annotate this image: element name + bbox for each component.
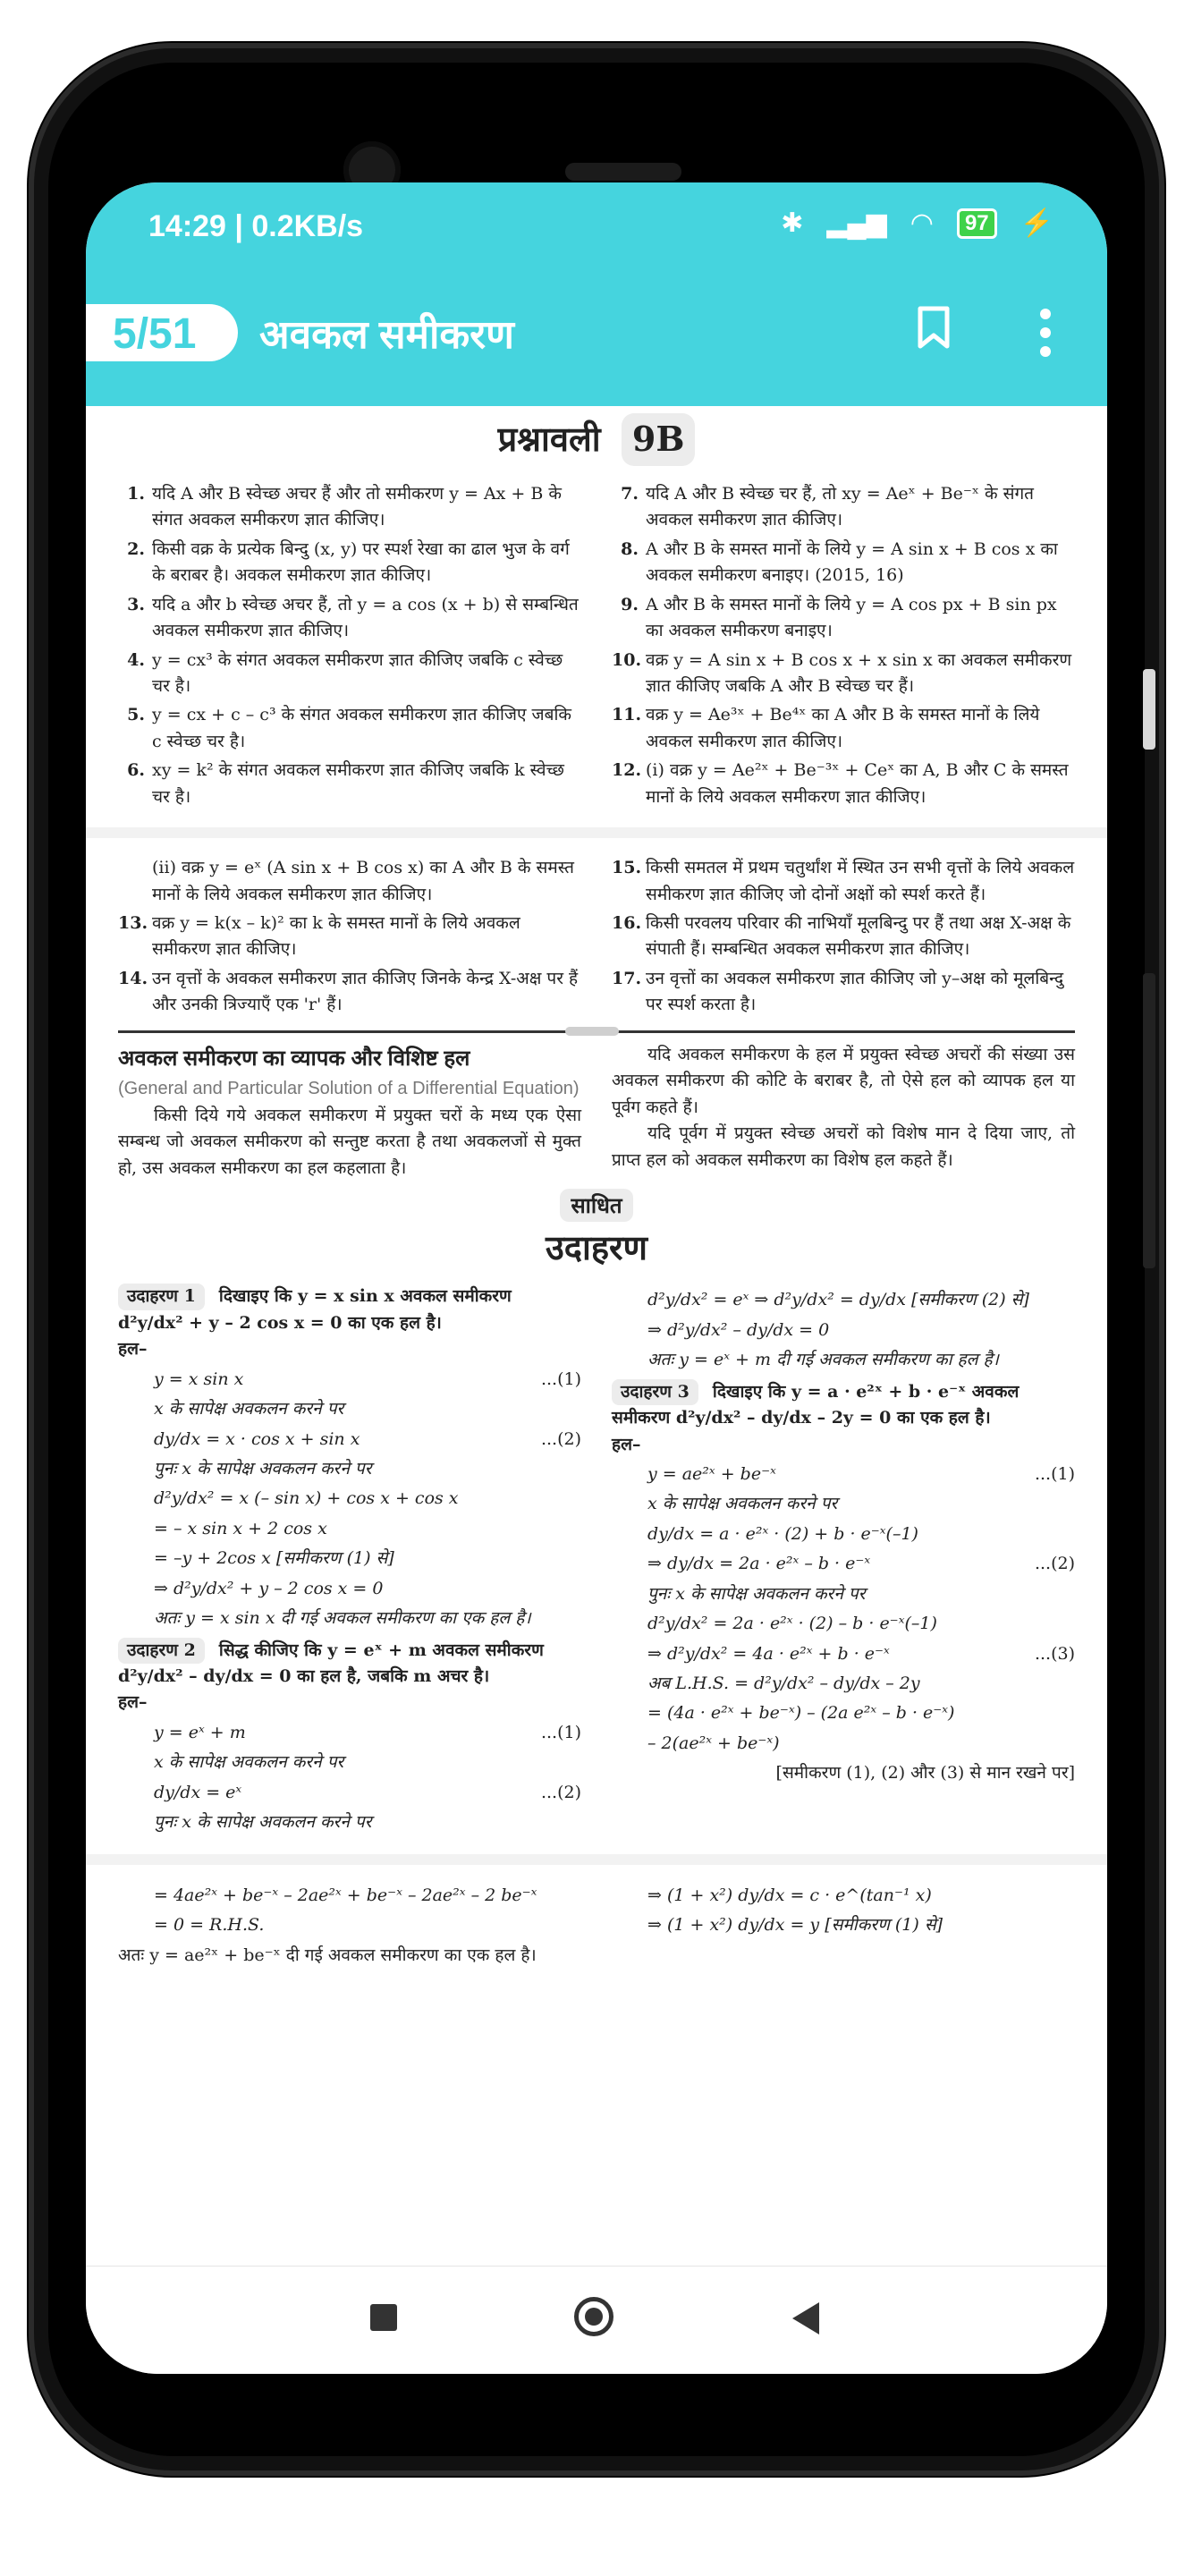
volume-button — [1143, 973, 1155, 1268]
general-solution-left — [118, 1042, 581, 1182]
questions-right-col — [612, 479, 1075, 813]
question-item: 9. A और B के समस्त मानों के लिये y = A cos px + B sin px का अवकल समीकरण बनाइए। — [621, 594, 1057, 641]
recent-apps-icon[interactable] — [370, 2304, 397, 2331]
equation-line: ⇒ (1 + x²) dy/dx = c · e^(tan⁻¹ x) — [647, 1885, 932, 1905]
equation-line: y = ae²ˣ + be⁻ˣ ...(1) — [647, 1463, 1075, 1484]
examples-heading — [118, 1189, 1075, 1275]
questions-right-col-2 — [612, 852, 1075, 1021]
question-item: 7. यदि A और B स्वेच्छ चर हैं, तो xy = Aeˣ + Be⁻ˣ के संगत अवकल समीकरण ज्ञात कीजिए। — [621, 483, 1035, 530]
power-button — [1143, 669, 1155, 750]
scroll-handle[interactable] — [565, 1027, 619, 1036]
page-break — [86, 1854, 1107, 1865]
next-page-strip — [118, 1879, 1075, 1969]
example-label: उदाहरण 3 — [612, 1379, 698, 1405]
question-item: (ii) वक्र y = eˣ (A sin x + B cos x) का A और B के समस्त मानों के लिये अवकल समीकरण ज्ञात कीजिए। — [152, 858, 574, 904]
page-break — [86, 827, 1107, 838]
equation-line: ⇒ d²y/dx² = 4a · e²ˣ + b · e⁻ˣ ...(3) — [647, 1643, 1075, 1664]
equation-line: पुनः x के सापेक्ष अवकलन करने पर — [154, 1458, 372, 1479]
bookmark-icon[interactable] — [918, 306, 950, 349]
exercise-title — [118, 413, 1075, 466]
page-content[interactable] — [118, 406, 1075, 1969]
screen — [86, 182, 1107, 2374]
question-item: 11. वक्र y = Ae³ˣ + Be⁴ˣ का A और B के समस्त मानों के लिये अवकल समीकरण ज्ञात कीजिए। — [612, 705, 1040, 751]
app-header — [86, 182, 1107, 406]
question-item: 13. वक्र y = k(x – k)² का k के समस्त मानों के लिये अवकल समीकरण ज्ञात कीजिए। — [118, 913, 520, 960]
equation-line: पुनः x के सापेक्ष अवकलन करने पर — [154, 1812, 372, 1833]
paragraph: किसी दिये गये अवकल समीकरण में प्रयुक्त चरों के मध्य एक ऐसा सम्बन्ध जो अवकल समीकरण को सन्तुष्ट करता है तथा अवकलजों से मुक्त हो, उस अवकल समीकरण का हल कहलाता है। — [118, 1105, 581, 1178]
equation-line: = 0 = R.H.S. — [154, 1915, 265, 1936]
questions-left-col-2 — [118, 852, 581, 1021]
question-item: 1. यदि A और B स्वेच्छ अचर हैं और तो समीकरण y = Ax + B के संगत अवकल समीकरण ज्ञात कीजिए। — [127, 483, 562, 530]
status-icons — [781, 208, 1053, 239]
solution-label: हल– — [118, 1692, 148, 1713]
question-item: 12. (i) वक्र y = Ae²ˣ + Be⁻³ˣ + Ceˣ का A, B और C के समस्त मानों के लिये अवकल समीकरण ज्ञात कीजिए। — [612, 760, 1069, 807]
general-solution-right — [612, 1042, 1075, 1182]
equation-line: – 2(ae²ˣ + be⁻ˣ) — [647, 1733, 780, 1753]
example-label: उदाहरण 1 — [118, 1284, 205, 1309]
system-nav-bar — [86, 2266, 1107, 2374]
example-1 — [118, 1284, 581, 1336]
next-page-right — [612, 1879, 1075, 1969]
section-heading: अवकल समीकरण का व्यापक और विशिष्ट हल — [118, 1046, 470, 1071]
question-item: 17. उन वृत्तों का अवकल समीकरण ज्ञात कीजिए जो y–अक्ष को मूलबिन्दु पर स्पर्श करता है। — [612, 968, 1064, 1015]
exercise-title-text: प्रश्नावली — [497, 419, 601, 459]
equation-line: dy/dx = a · e²ˣ · (2) + b · e⁻ˣ(–1) — [647, 1523, 918, 1544]
back-icon[interactable] — [792, 2302, 819, 2334]
examples-columns — [118, 1284, 1075, 1839]
equation-line: अब L.H.S. = d²y/dx² – dy/dx – 2y — [647, 1674, 920, 1694]
question-item: 8. A और B के समस्त मानों के लिये y = A sin x + B cos x का अवकल समीकरण बनाइए। (2015, 16) — [621, 538, 1058, 586]
solution-label: हल– — [118, 1339, 148, 1360]
equation-line: [समीकरण (1), (2) और (3) से मान रखने पर] — [775, 1763, 1075, 1784]
question-item: 16. किसी परवलय परिवार की नाभियाँ मूलबिन्दु पर हैं तथा अक्ष X-अक्ष के संपाती हैं। सम्बन्धित अवकल समीकरण ज्ञात कीजिए। — [612, 913, 1071, 960]
section-divider — [118, 1030, 1075, 1033]
exercise-questions-block-2 — [118, 852, 1075, 1021]
app-title: अवकल समीकरण — [259, 313, 514, 357]
equation-line: = – x sin x + 2 cos x — [154, 1518, 327, 1538]
equation-line: x के सापेक्ष अवकलन करने पर — [154, 1399, 344, 1419]
equation-line: y = eˣ + m ...(1) — [154, 1722, 581, 1742]
exercise-questions-block-1 — [118, 479, 1075, 813]
example-label: उदाहरण 2 — [118, 1638, 205, 1664]
equation-line: पुनः x के सापेक्ष अवकलन करने पर — [647, 1583, 866, 1604]
equation-line: अतः y = eˣ + m दी गई अवकल समीकरण का हल है। — [647, 1350, 999, 1370]
equation-line: ⇒ d²y/dx² – dy/dx = 0 — [647, 1319, 830, 1340]
question-item: 2. किसी वक्र के प्रत्येक बिन्दु (x, y) पर स्पर्श रेखा का ढाल भुज के वर्ग के बराबर है। अवकल समीकरण ज्ञात कीजिए। — [127, 538, 570, 586]
examples-big-title: उदाहरण — [545, 1227, 648, 1268]
examples-right — [612, 1284, 1075, 1839]
exercise-badge: 9B — [622, 413, 696, 466]
questions-left-col — [118, 479, 581, 813]
equation-line: dy/dx = eˣ ...(2) — [154, 1782, 581, 1802]
examples-small-title: साधित — [560, 1189, 632, 1222]
equation-line: = 4ae²ˣ + be⁻ˣ – 2ae²ˣ + be⁻ˣ – 2ae²ˣ – 2 be⁻ˣ — [154, 1885, 537, 1905]
bluetooth-icon: ✱ — [781, 208, 804, 238]
example-3 — [612, 1379, 1075, 1432]
examples-left — [118, 1284, 581, 1839]
home-icon[interactable] — [574, 2297, 613, 2336]
signal-icon: ▂▄▆ — [826, 208, 887, 238]
equation-line: y = x sin x ...(1) — [154, 1368, 581, 1389]
next-page-left — [118, 1879, 581, 1969]
charging-icon: ⚡ — [1020, 208, 1053, 238]
earpiece-speaker — [565, 163, 681, 181]
question-item: 15. किसी समतल में प्रथम चतुर्थांश में स्थित उन सभी वृत्तों के लिये अवकल समीकरण ज्ञात कीजिए जो दोनों अक्षों को स्पर्श करते हैं। — [612, 858, 1075, 904]
equation-line: x के सापेक्ष अवकलन करने पर — [647, 1494, 838, 1514]
page-indicator-pill[interactable] — [86, 304, 238, 361]
page-indicator: 5/51 — [113, 310, 197, 358]
more-options-icon[interactable] — [1039, 308, 1052, 358]
equation-line: ⇒ d²y/dx² + y – 2 cos x = 0 — [154, 1578, 384, 1598]
equation-line: d²y/dx² = eˣ ⇒ d²y/dx² = dy/dx [समीकरण (2) से] — [647, 1290, 1029, 1310]
equation-line: = (4a · e²ˣ + be⁻ˣ) – (2a e²ˣ – b · e⁻ˣ) — [647, 1703, 955, 1724]
example-statement: सिद्ध कीजिए कि y = eˣ + m अवकल समीकरण d²y/dx² – dy/dx = 0 का हल है, जबकि m अचर है। — [118, 1640, 544, 1687]
section-subheading: (General and Particular Solution of a Differential Equation) — [118, 1078, 580, 1098]
equation-line: dy/dx = x · cos x + sin x ...(2) — [154, 1428, 581, 1449]
general-solution-section — [118, 1042, 1075, 1182]
question-item: 4. y = cx³ के संगत अवकल समीकरण ज्ञात कीजिए जबकि c स्वेच्छ चर है। — [127, 649, 563, 696]
question-item: 14. उन वृत्तों के अवकल समीकरण ज्ञात कीजिए जिनके केन्द्र X-अक्ष पर हैं और उनकी त्रिज्याएँ एक 'r' हैं। — [118, 968, 579, 1015]
equation-line: d²y/dx² = x (– sin x) + cos x + cos x — [154, 1488, 459, 1509]
paragraph: यदि अवकल समीकरण के हल में प्रयुक्त स्वेच्छ अचरों की संख्या उस अवकल समीकरण की कोटि के बराबर है, तो ऐसे हल को व्यापक हल या पूर्वग कहते हैं। — [612, 1044, 1075, 1117]
example-2 — [118, 1638, 581, 1690]
wifi-icon: ◠ — [910, 208, 934, 238]
question-item: 6. xy = k² के संगत अवकल समीकरण ज्ञात कीजिए जबकि k स्वेच्छ चर है। — [127, 760, 564, 807]
equation-line: अतः y = x sin x दी गई अवकल समीकरण का एक हल है। — [154, 1608, 531, 1629]
paragraph: यदि पूर्वग में प्रयुक्त स्वेच्छ अचरों को विशेष मान दे दिया जाए, तो प्राप्त हल को अवकल समीकरण का विशेष हल कहते हैं। — [612, 1123, 1075, 1170]
battery-level: 97 — [957, 208, 997, 239]
question-item: 3. यदि a और b स्वेच्छ अचर हैं, तो y = a cos (x + b) से सम्बन्धित अवकल समीकरण ज्ञात कीजिए। — [127, 594, 579, 641]
status-time: 14:29 | 0.2KB/s — [148, 209, 364, 243]
equation-line: ⇒ (1 + x²) dy/dx = y [समीकरण (1) से] — [647, 1915, 943, 1936]
solution-label: हल– — [612, 1434, 641, 1454]
question-item: 10. वक्र y = A sin x + B cos x + x sin x का अवकल समीकरण ज्ञात कीजिए जबकि A और B स्वेच्छ चर हैं। — [612, 649, 1072, 696]
example-statement: दिखाइए कि y = a · e²ˣ + b · e⁻ˣ अवकल समीकरण d²y/dx² – dy/dx – 2y = 0 का एक हल है। — [612, 1381, 1020, 1428]
question-item: 5. y = cx + c – c³ के संगत अवकल समीकरण ज्ञात कीजिए जबकि c स्वेच्छ चर है। — [127, 705, 572, 751]
equation-line: d²y/dx² = 2a · e²ˣ · (2) – b · e⁻ˣ(–1) — [647, 1614, 937, 1634]
example-statement: दिखाइए कि y = x sin x अवकल समीकरण d²y/dx² + y – 2 cos x = 0 का एक हल है। — [118, 1286, 512, 1333]
equation-line: = –y + 2cos x [समीकरण (1) से] — [154, 1548, 394, 1569]
equation-line: ⇒ dy/dx = 2a · e²ˣ – b · e⁻ˣ ...(2) — [647, 1554, 1075, 1574]
equation-line: x के सापेक्ष अवकलन करने पर — [154, 1752, 344, 1773]
paragraph: अतः y = ae²ˣ + be⁻ˣ दी गई अवकल समीकरण का एक हल है। — [118, 1945, 537, 1965]
